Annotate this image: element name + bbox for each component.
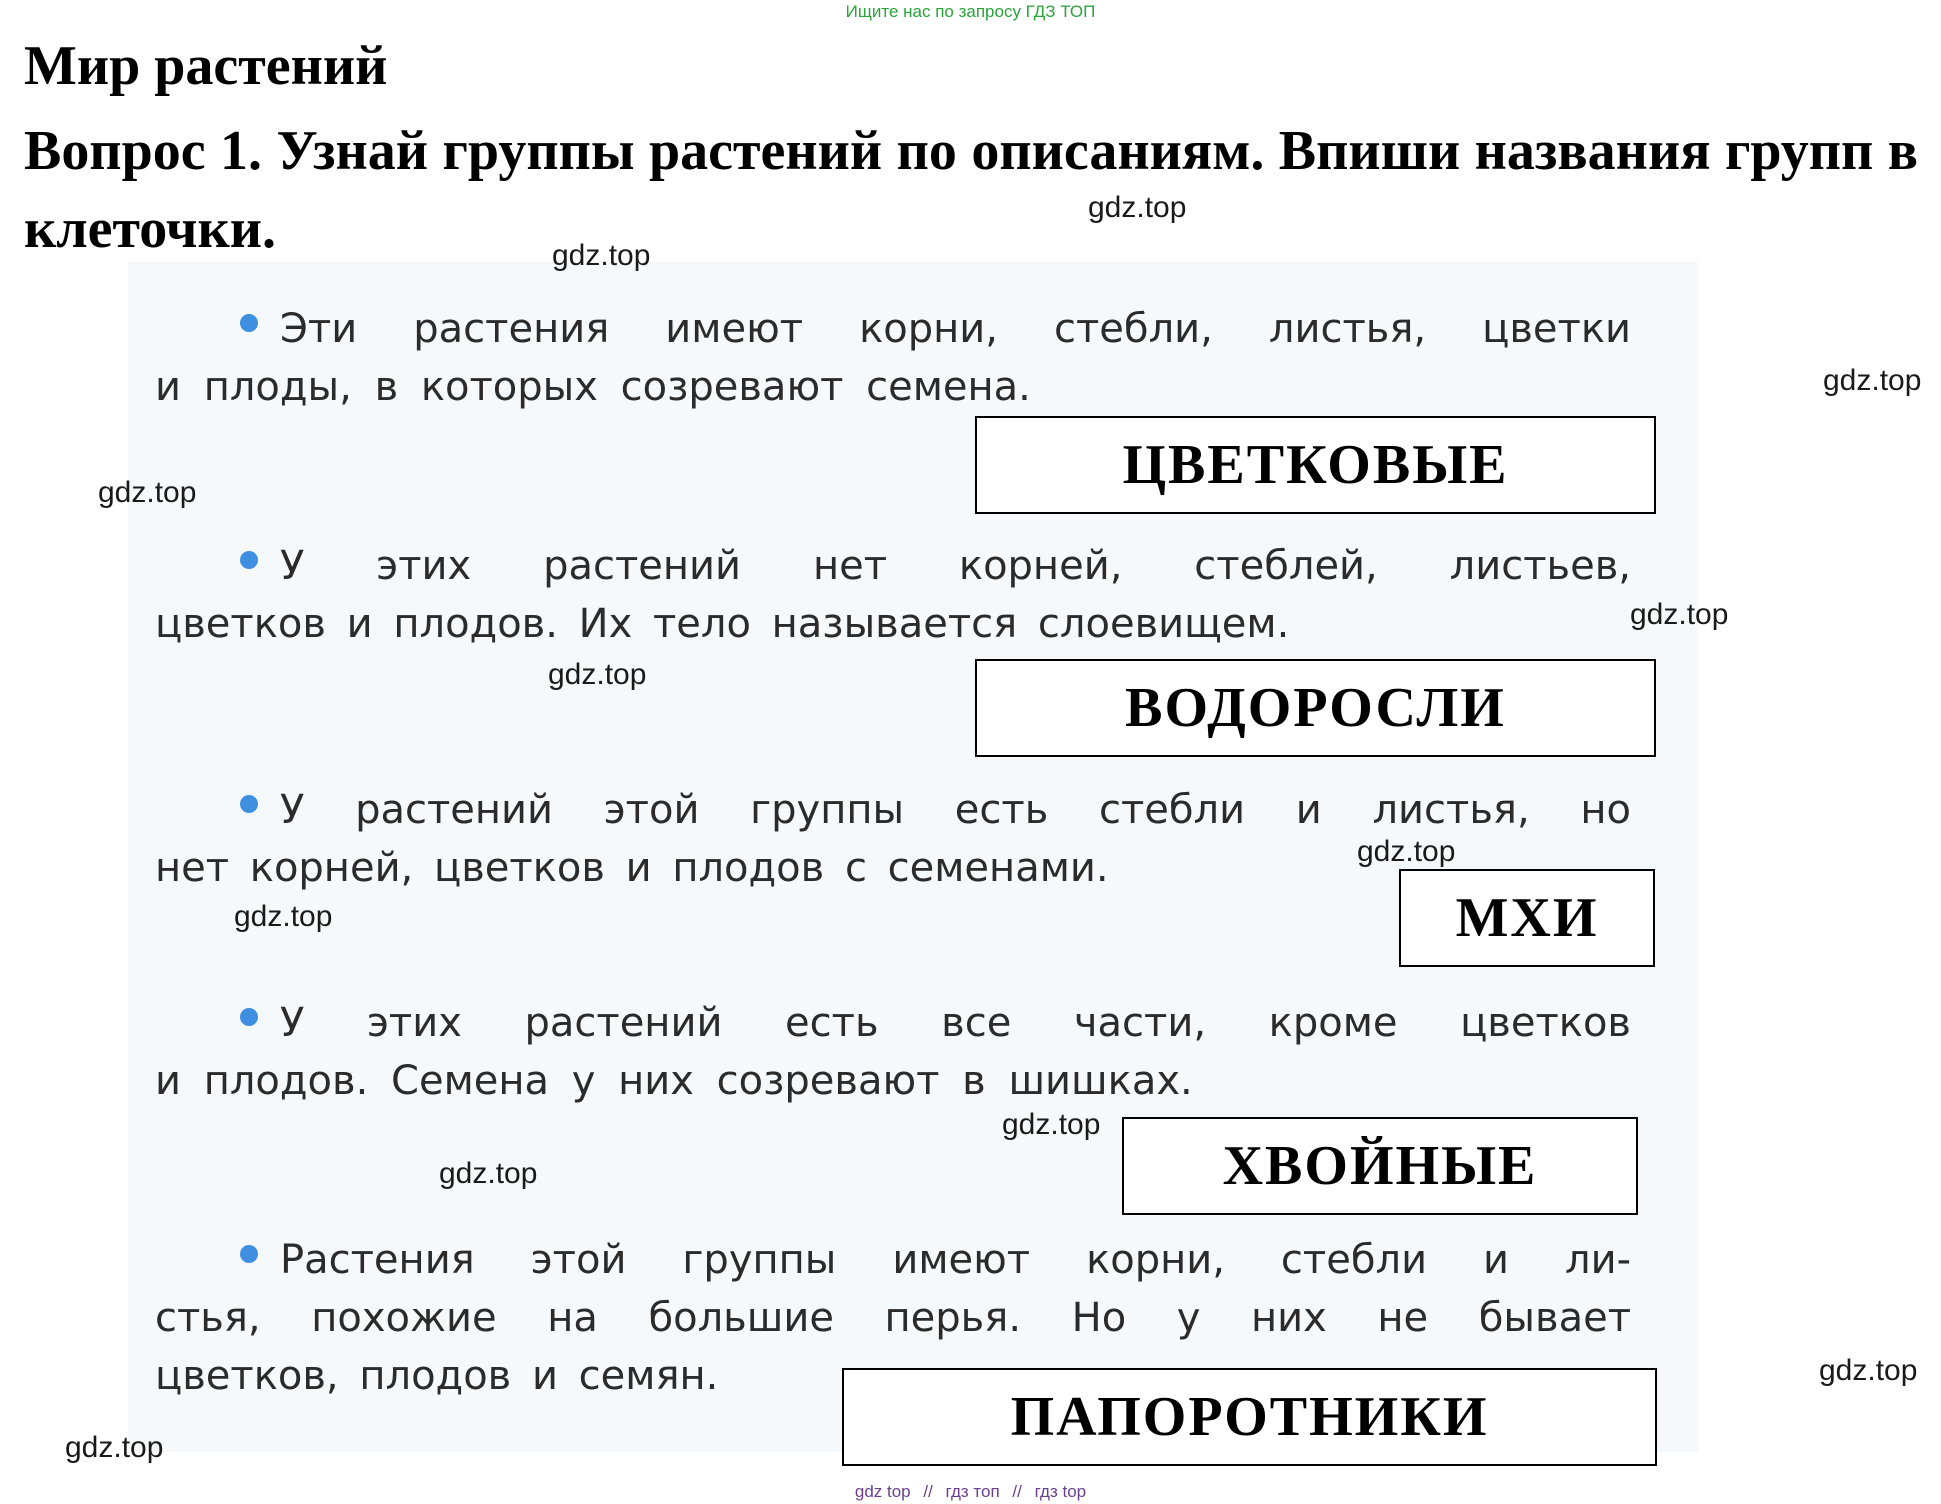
item-line: У этих растений нет корней, стеблей, листьев, [155, 543, 1631, 589]
answer-box-4[interactable]: ХВОЙНЫЕ [1122, 1117, 1638, 1215]
watermark: gdz.top [1357, 835, 1456, 868]
footer-link[interactable]: гдз top [1034, 1482, 1087, 1501]
item-line: У растений этой группы есть стебли и листья, но [155, 787, 1631, 833]
item-line: цветков и плодов. Их тело называется слоевищем. [155, 601, 1290, 647]
watermark: gdz.top [1088, 191, 1187, 224]
item-description-1 [155, 300, 1631, 416]
watermark: gdz.top [1630, 598, 1729, 631]
item-line: У этих растений есть все части, кроме цветков [155, 1000, 1631, 1046]
watermark: gdz.top [65, 1431, 164, 1464]
watermark: gdz.top [1823, 364, 1922, 397]
item-line: нет корней, цветков и плодов с семенами. [155, 845, 1109, 891]
watermark: gdz.top [552, 239, 651, 272]
bullet-icon [240, 551, 258, 569]
item-description-4 [155, 994, 1631, 1110]
bullet-icon [240, 795, 258, 813]
watermark: gdz.top [1819, 1354, 1918, 1387]
item-line: Растения этой группы имеют корни, стебли и ли- [155, 1237, 1631, 1283]
watermark: gdz.top [548, 658, 647, 691]
item-line: цветков, плодов и семян. [155, 1353, 719, 1399]
bullet-icon [240, 1008, 258, 1026]
footer-link[interactable]: gdz top [854, 1482, 911, 1501]
item-line: и плодов. Семена у них созревают в шишках. [155, 1058, 1193, 1104]
top-banner[interactable]: Ищите нас по запросу ГДЗ ТОП [845, 2, 1096, 21]
footer-separator: // [1012, 1482, 1022, 1501]
answer-box-1[interactable]: ЦВЕТКОВЫЕ [975, 416, 1656, 514]
watermark: gdz.top [1002, 1108, 1101, 1141]
bullet-icon [240, 314, 258, 332]
footer-separator: // [923, 1482, 933, 1501]
watermark: gdz.top [439, 1157, 538, 1190]
section-title: Мир растений [24, 35, 388, 97]
question-text: Вопрос 1. Узнай группы растений по описаниям. Впиши названия групп в клеточки. [24, 120, 1918, 260]
answer-box-3[interactable]: МХИ [1399, 869, 1655, 967]
watermark: gdz.top [98, 476, 197, 509]
answer-box-5[interactable]: ПАПОРОТНИКИ [842, 1368, 1657, 1466]
item-description-2 [155, 537, 1631, 653]
item-line: стья, похожие на большие перья. Но у них не бывает [155, 1295, 1631, 1341]
item-line: и плоды, в которых созревают семена. [155, 364, 1031, 410]
item-line: Эти растения имеют корни, стебли, листья, цветки [155, 306, 1631, 352]
footer-link[interactable]: гдз топ [945, 1482, 1000, 1501]
bullet-icon [240, 1245, 258, 1263]
footer-links [0, 1482, 1941, 1502]
watermark: gdz.top [234, 900, 333, 933]
answer-box-2[interactable]: ВОДОРОСЛИ [975, 659, 1656, 757]
